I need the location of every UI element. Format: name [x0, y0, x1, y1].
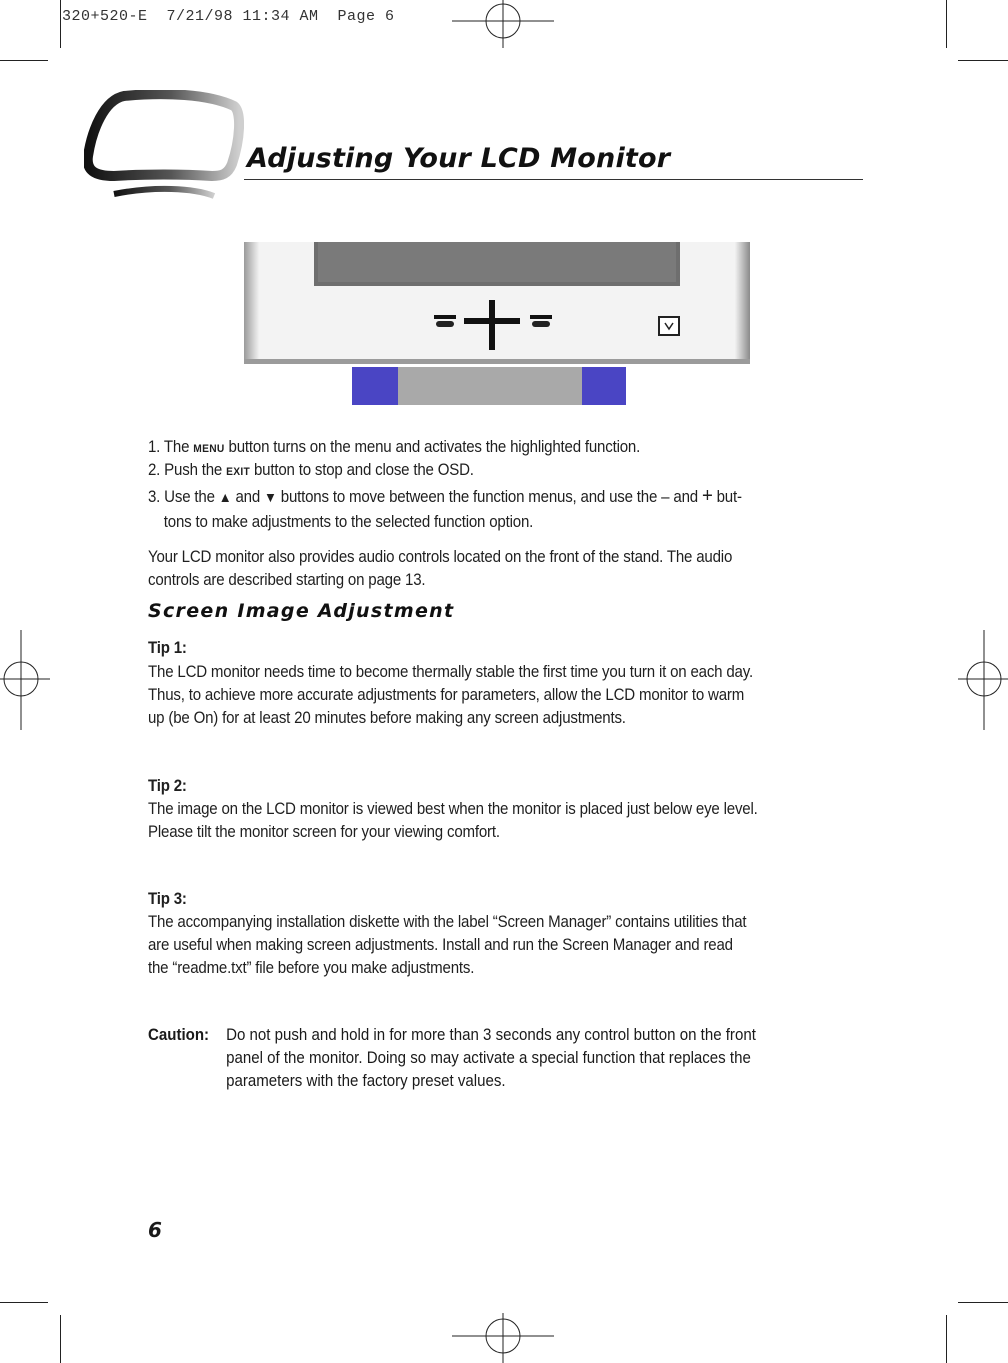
crop-mark — [0, 1302, 48, 1303]
tip-3-line: the “readme.txt” file before you make adjustments. — [148, 959, 475, 977]
section-heading: Screen Image Adjustment — [148, 600, 455, 622]
caution-line: panel of the monitor. Doing so may activate a special function that replaces the — [226, 1049, 751, 1067]
caution-line: parameters with the factory preset values. — [226, 1072, 506, 1090]
caution-body — [226, 1024, 756, 1093]
registration-mark-top — [452, 0, 554, 48]
down-triangle-icon: ▼ — [264, 489, 277, 505]
exit-keyword: EXIT — [226, 466, 250, 478]
monitor-front-panel-illustration — [244, 242, 750, 406]
tip-1-label: Tip 1: — [148, 639, 187, 657]
crop-mark — [0, 60, 48, 61]
registration-mark-right — [958, 630, 1008, 730]
crop-mark — [946, 1315, 947, 1363]
instruction-step-3-continued: tons to make adjustments to the selected function option. — [163, 513, 534, 531]
caution-line: Do not push and hold in for more than 3 seconds any control button on the front — [226, 1026, 756, 1044]
caution-label: Caution: — [148, 1026, 210, 1044]
tip-2-line: The image on the LCD monitor is viewed best when the monitor is placed just below eye level. — [148, 800, 758, 818]
plus-icon: + — [701, 485, 713, 507]
audio-note-line-1: Your LCD monitor also provides audio controls located on the front of the stand. The audio — [148, 548, 733, 566]
title-rule — [244, 179, 863, 180]
tip-3-label: Tip 3: — [148, 890, 187, 908]
tip-3-line: The accompanying installation diskette with the label “Screen Manager” contains utilities that — [148, 913, 747, 931]
tip-2-label: Tip 2: — [148, 777, 187, 795]
registration-mark-bottom — [452, 1313, 554, 1363]
menu-keyword: MENU — [193, 443, 225, 455]
page-title: Adjusting Your LCD Monitor — [247, 143, 671, 174]
tip-3-line: are useful when making screen adjustments. Install and run the Screen Manager and read — [148, 936, 733, 954]
audio-note-line-2: controls are described starting on page 13. — [148, 571, 426, 589]
page-number: 6 — [148, 1218, 162, 1242]
tip-1-line: up (be On) for at least 20 minutes before making any screen adjustments. — [148, 709, 626, 727]
crop-mark — [958, 1302, 1008, 1303]
registration-mark-left — [0, 630, 50, 730]
instruction-step-3: 3. Use the ▲ and ▼ buttons to move between the function menus, and use the – and + but- — [148, 485, 742, 507]
crop-mark — [60, 1315, 61, 1363]
crop-mark — [60, 0, 61, 48]
printer-slug: 320+520-E 7/21/98 11:34 AM Page 6 — [62, 8, 395, 25]
up-triangle-icon: ▲ — [218, 489, 232, 505]
monitor-outline-logo — [84, 90, 244, 208]
tip-2-line: Please tilt the monitor screen for your viewing comfort. — [148, 823, 500, 841]
crop-mark — [958, 60, 1008, 61]
tip-1-line: The LCD monitor needs time to become thermally stable the first time you turn it on each day. — [148, 663, 753, 681]
instruction-step-1: 1. The MENU button turns on the menu and activates the highlighted function. — [148, 438, 641, 456]
minus-icon: – — [661, 488, 670, 506]
instruction-step-2: 2. Push the EXIT button to stop and close the OSD. — [148, 461, 474, 479]
tip-1-line: Thus, to achieve more accurate adjustments for parameters, allow the LCD monitor to warm — [148, 686, 745, 704]
crop-mark — [946, 0, 947, 48]
